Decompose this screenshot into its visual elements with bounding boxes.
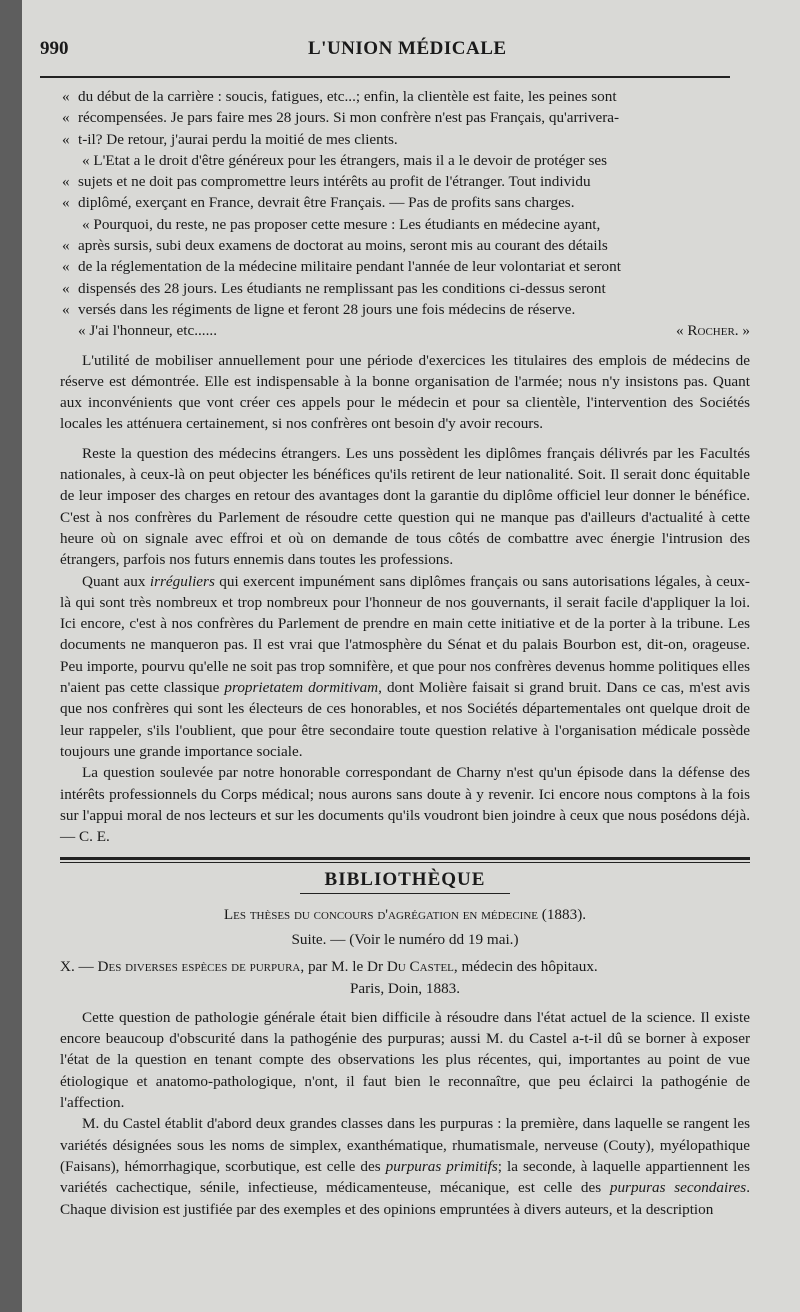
article-body <box>60 86 750 1220</box>
letter-line: « de la réglementation de la médecine militaire pendant l'année de leur volontariat et seront <box>62 258 621 276</box>
letter-line: « t-il? De retour, j'aurai perdu la moitié de mes clients. <box>62 130 398 148</box>
letter-signature: « Rocher. » <box>676 322 750 340</box>
letter-line: « L'Etat a le droit d'être généreux pour les étrangers, mais il a le devoir de protéger ses <box>82 151 608 169</box>
paragraph: La question soulevée par notre honorable correspondant de Charny n'est qu'un épisode dans la défense des intérêts professionnels du Corps médical; nous aurons sans doute à y revenir. Ici encore nous comptons à la fois sur l'appui moral de nos lecteurs et sur les documents qu'ils voudront bien joindre à ceux que nous posédons déjà. — C. E. <box>60 764 750 846</box>
section-suite: Suite. — (Voir le numéro dd 19 mai.) <box>291 930 519 948</box>
letter-line: « dispensés des 28 jours. Les étudiants ne remplissant pas les conditions ci-dessus seront <box>62 279 606 297</box>
review-paragraph: Cette question de pathologie générale était bien difficile à résoudre dans l'état actuel de la science. Il existe encore beaucoup d'obscurité dans la pathogénie des purpuras; aussi M. du Castel a-t-il dû se borner à exposer l'état de la question en tenant compte des observations les plus récentes, qui, importantes au point de vue étiologique et anatomo-pathologique, n'ont, il faut bien le reconnaître, que peu éclairci la pathogénie de l'affection. <box>60 1008 750 1112</box>
header-rule <box>40 76 730 78</box>
letter-closing: « J'ai l'honneur, etc...... <box>78 322 217 340</box>
section-title: BIBLIOTHÈQUE <box>324 869 486 891</box>
page-number: 990 <box>40 38 69 59</box>
paragraph: Quant aux irréguliers qui exercent impunément sans diplômes français ou sans autorisations légales, à ceux-là qui sont très nombreux et trop nombreux pour l'honneur de nos gouvernants, il serait facile d'appliquer la loi. Ici encore, c'est à nos confrères du Parlement de prendre en main cette initiative et de la porter à la tribune. Les documents ne manqueron pas. Il est vrai que l'atmosphère du Sénat et du palais Bourbon est, dit-on, orageuse. Peu importe, pourvu qu'elle ne soit pas trop somnifère, et que pour nos confrères devenus homme politiques elles n'aient pas cette classique proprietatem dormitivam, dont Molière faisait si grand bruit. Dans ce cas, m'est avis que nos confrères qui sont les électeurs de ces honorables, et nos Sociétés départementales ont quelque droit de leur rappeler, s'ils l'oublient, que pour être secondaire toute question relative à l'organisation médicale possède toujours une grande importance sociale. <box>60 572 750 760</box>
letter-line: « versés dans les régiments de ligne et feront 28 jours une fois médecins de réserve. <box>62 300 576 318</box>
paragraph: L'utilité de mobiliser annuellement pour une période d'exercices les titulaires des emplois de médecins de réserve est démontrée. Elle est indispensable à la bonne organisation de l'armée; nous n'y insistons pas. Quant aux inconvénients que vont créer ces appels pour le médecin et pour sa clientèle, l'intervention des Sociétés locales les atténuera certainement, si nos confrères ont besoin d'y avoir recours. <box>60 351 750 433</box>
bibliography-entry: X. — Des diverses espèces de purpura, par M. le Dr Du Castel, médecin des hôpitaux. <box>60 958 598 976</box>
section-subtitle: Les thèses du concours d'agrégation en médecine (1883). <box>223 905 587 923</box>
letter-signoff <box>60 320 750 341</box>
bibliography-publisher: Paris, Doin, 1883. <box>349 979 461 997</box>
letter-line: « après sursis, subi deux examens de doctorat au moins, seront mis au courant des détails <box>62 237 608 255</box>
section-divider <box>60 857 750 863</box>
letter-line: « Pourquoi, du reste, ne pas proposer cette mesure : Les étudiants en médecine ayant, <box>82 215 601 233</box>
paragraph: Reste la question des médecins étrangers. Les uns possèdent les diplômes français délivrés par les Facultés nationales, à ceux-là on peut objecter les bénéfices qu'ils retirent de leur nationalité. Soit. Il serait donc équitable de leur imposer des charges en retour des avantages dont la garantie du diplôme officiel leur donner le bénéfice. C'est à nos confrères du Parlement de résoudre cette question qui ne manque pas d'ailleurs d'actualité à cette heure où on signale avec effroi et où on demande de tous côtés de combattre avec énergie l'intrusion des étrangers, parfois nos futurs ennemis dans toutes les professions. <box>60 444 750 569</box>
review-paragraph: M. du Castel établit d'abord deux grandes classes dans les purpuras : la première, dans laquelle se rangent les variétés désignées sous les noms de simplex, exanthématique, rhumatismale, nerveuse (Couty), myélopathique (Faisans), hémorrhagique, scorbutique, est celle des purpuras primitifs; la seconde, à laquelle appartiennent les variétés cachectique, sénile, infectieuse, médicamenteuse, mécanique, est celle des purpuras secondaires. Chaque division est justifiée par des exemples et des opinions empruntées à divers auteurs, et la description <box>60 1115 750 1218</box>
journal-page <box>22 0 800 1312</box>
letter-line: « du début de la carrière : soucis, fatigues, etc...; enfin, la clientèle est faite, les peines sont <box>62 88 617 105</box>
journal-title: L'UNION MÉDICALE <box>308 38 507 59</box>
letter-line: « récompensées. Je pars faire mes 28 jours. Si mon confrère n'est pas Français, qu'arrivera- <box>62 109 620 127</box>
letter-line: « diplômé, exerçant en France, devrait être Français. — Pas de profits sans charges. <box>62 194 575 212</box>
title-rule <box>300 893 510 894</box>
letter-line: « sujets et ne doit pas compromettre leurs intérêts au profit de l'étranger. Tout individu <box>62 173 591 191</box>
